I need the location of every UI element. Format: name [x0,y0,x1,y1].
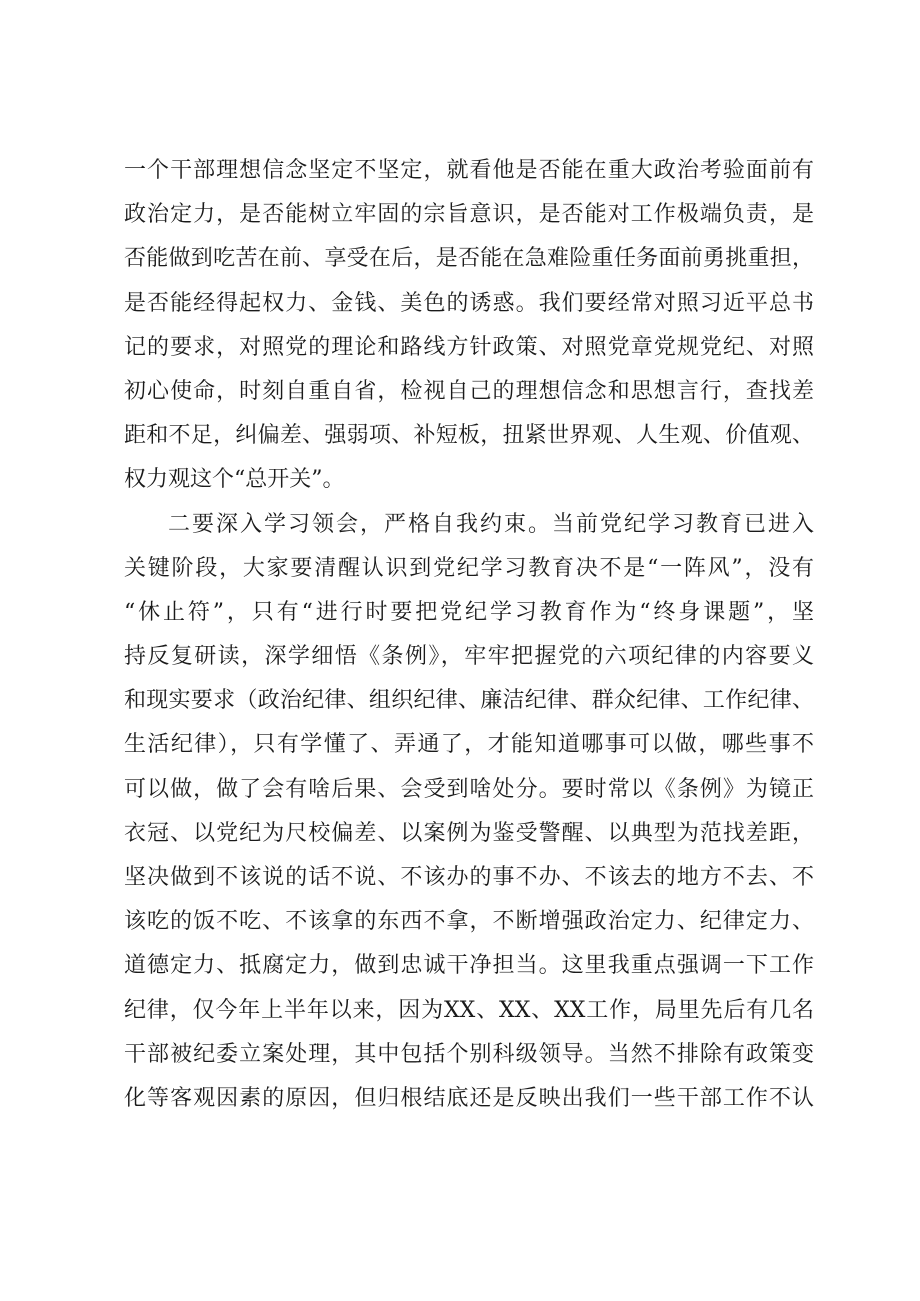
text-line: 道德定力、抵腐定力，做到忠诚干净担当。这里我重点强调一下工作 [124,953,814,979]
text-line: 是否能经得起权力、金钱、美色的诱惑。我们要经常对照习近平总书 [124,290,814,316]
text-line: 关键阶段，大家要清醒认识到党纪学习教育决不是“一阵风”，没有 [124,555,814,581]
paragraph-2 [124,503,814,1122]
text-line: 干部被纪委立案处理，其中包括个别科级领导。当然不排除有政策变 [124,1041,814,1067]
text-line: 化等客观因素的原因，但归根结底还是反映出我们一些干部工作不认 [124,1085,814,1111]
text-line: 生活纪律），只有学懂了、弄通了，才能知道哪事可以做，哪些事不 [124,732,814,758]
text-line: 二要深入学习领会，严格自我约束。当前党纪学习教育已进入 [168,511,814,537]
paragraph-1 [124,149,814,503]
text-line: 距和不足，纠偏差、强弱项、补短板，扭紧世界观、人生观、价值观、 [124,423,814,449]
text-line: 该吃的饭不吃、不该拿的东西不拿，不断增强政治定力、纪律定力、 [124,909,814,935]
text-line: 持反复研读，深学细悟《条例》，牢牢把握党的六项纪律的内容要义 [124,644,814,670]
text-line: 初心使命，时刻自重自省，检视自己的理想信念和思想言行，查找差 [124,378,814,404]
text-line: 纪律，仅今年上半年以来，因为XX、XX、XX工作，局里先后有几名 [124,997,814,1023]
text-line: 政治定力，是否能树立牢固的宗旨意识，是否能对工作极端负责，是 [124,202,814,228]
text-line: 可以做，做了会有啥后果、会受到啥处分。要时常以《条例》为镜正 [124,776,814,802]
text-line: 记的要求，对照党的理论和路线方针政策、对照党章党规党纪、对照 [124,334,814,360]
text-line: 权力观这个“总开关”。 [124,467,345,493]
text-line: 坚决做到不该说的话不说、不该办的事不办、不该去的地方不去、不 [124,865,814,890]
text-line: “休止符”，只有“进行时要把党纪学习教育作为“终身课题”，坚 [124,599,814,625]
text-line: 否能做到吃苦在前、享受在后，是否能在急难险重任务面前勇挑重担， [124,246,814,272]
text-line: 一个干部理想信念坚定不坚定，就看他是否能在重大政治考验面前有 [124,158,814,183]
text-line: 衣冠、以党纪为尺校偏差、以案例为鉴受警醒、以典型为范找差距， [124,820,814,846]
body-text [124,149,814,1121]
text-line: 和现实要求（政治纪律、组织纪律、廉洁纪律、群众纪律、工作纪律、 [124,688,814,714]
